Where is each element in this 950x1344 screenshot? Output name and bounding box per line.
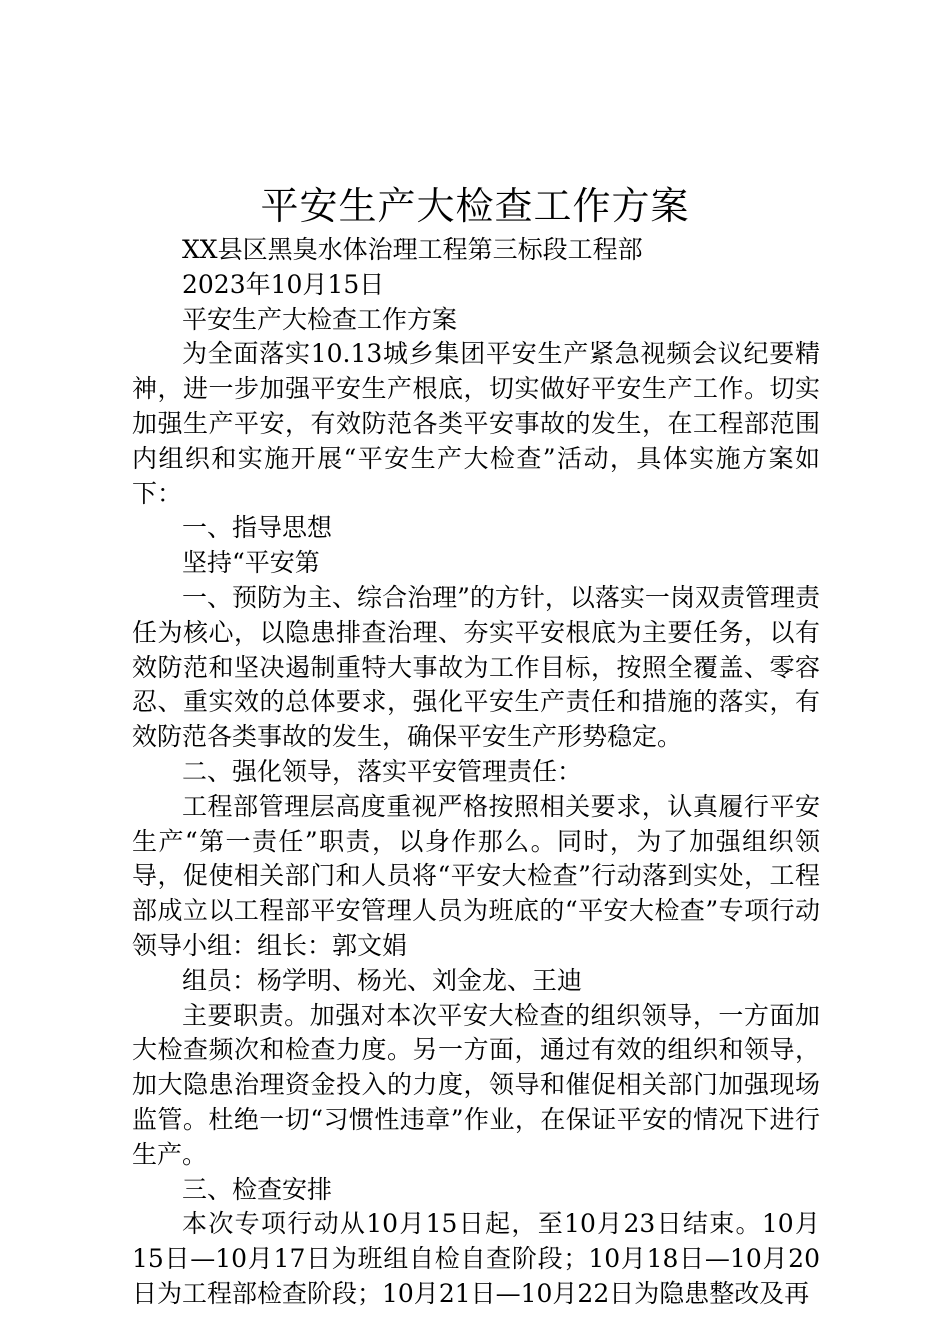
paragraph: 一、预防为主、综合治理”的方针，以落实一岗双责管理责任为核心，以隐患排查治理、夯实平安根底为主要任务，以有效防范和坚决遏制重特大事故为工作目标，按照全覆盖、零容忍、重实效的总体要求，强化平安生产责任和措施的落实，有效防范各类事故的发生，确保平安生产形势稳定。 [132, 582, 820, 752]
document-title: 平安生产大检查工作方案 [260, 184, 690, 228]
section-heading-inspection-schedule: 三、检查安排 [182, 1174, 333, 1204]
paragraph: 本次专项行动从10月15日起，至10月23日结束。10月15日—10月17日为班组自检自查阶段；10月18日—10月20日为工程部检查阶段；10月21日—10月22日为隐患整改及再 [132, 1209, 820, 1308]
paragraph: 坚持“平安第 [182, 548, 320, 578]
paragraph: 组员：杨学明、杨光、刘金龙、王迪 [182, 965, 583, 995]
paragraph: 主要职责。加强对本次平安大检查的组织领导，一方面加大检查频次和检查力度。另一方面，通过有效的组织和领导，加大隐患治理资金投入的力度，领导和催促相关部门加强现场监管。杜绝一切“习惯性违章”作业，在保证平安的情况下进行生产。 [132, 1000, 820, 1169]
document-body [132, 233, 820, 1312]
subtitle-line: 平安生产大检查工作方案 [182, 304, 458, 334]
paragraph: 工程部管理层高度重视严格按照相关要求，认真履行平安生产“第一责任”职责，以身作那么。同时，为了加强组织领导，促使相关部门和人员将“平安大检查”行动落到实处，工程部成立以工程部平安管理人员为班底的“平安大检查”专项行动领导小组：组长：郭文娟 [132, 791, 820, 960]
organization-line: XX县区黑臭水体治理工程第三标段工程部 [182, 235, 643, 264]
date-line: 2023年10月15日 [182, 269, 385, 299]
section-heading-guiding-thought: 一、指导思想 [182, 513, 333, 543]
intro-paragraph: 为全面落实10.13城乡集团平安生产紧急视频会议纪要精神，进一步加强平安生产根底，切实做好平安生产工作。切实加强生产平安，有效防范各类平安事故的发生，在工程部范围内组织和实施开展“平安生产大检查”活动，具体实施方案如下： [132, 339, 820, 508]
section-heading-leadership: 二、强化领导，落实平安管理责任： [182, 756, 583, 786]
